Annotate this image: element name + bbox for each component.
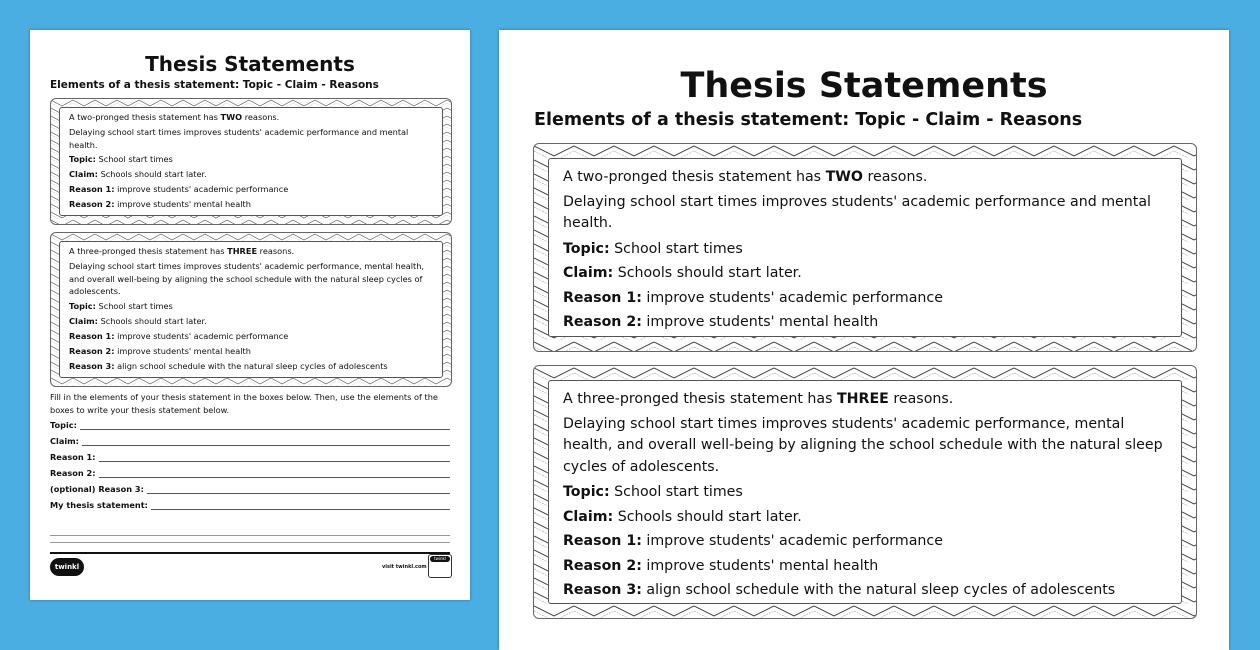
- intro-line: [69, 244, 433, 259]
- element-row: [69, 197, 433, 212]
- footer-divider: [50, 552, 450, 554]
- field-line[interactable]: [99, 451, 450, 462]
- reason-count: THREE: [836, 391, 889, 407]
- reason-count: THREE: [227, 246, 258, 256]
- field-line[interactable]: [147, 483, 450, 494]
- element-row: [563, 554, 1167, 579]
- element-label: Claim:: [563, 265, 614, 282]
- badge-label: twinkl: [430, 556, 450, 562]
- element-value: Schools should start later.: [617, 265, 802, 282]
- element-label: Topic:: [69, 300, 96, 311]
- page-subtitle: Elements of a thesis statement: Topic - Claim - Reasons: [534, 110, 1083, 130]
- worksheet-field[interactable]: [50, 448, 450, 462]
- element-row: [69, 314, 433, 329]
- intro-text: reasons.: [862, 169, 928, 185]
- element-row: [69, 299, 433, 314]
- element-row: [69, 344, 433, 359]
- element-label: Reason 1:: [563, 289, 642, 306]
- field-label: Claim:: [50, 436, 79, 446]
- element-row: [563, 480, 1167, 505]
- example-content: [59, 241, 443, 378]
- element-label: Reason 2:: [563, 314, 642, 331]
- field-line[interactable]: [151, 499, 450, 510]
- example-thesis: Delaying school start times improves students' academic performance and mental health.: [563, 193, 1151, 232]
- field-label: Reason 1:: [50, 452, 96, 462]
- field-label: Reason 2:: [50, 468, 96, 478]
- quality-badge-icon: [428, 554, 452, 578]
- example-content: [548, 158, 1182, 337]
- element-row: [69, 359, 433, 374]
- visit-link: visit twinkl.com: [382, 564, 427, 570]
- element-row: [563, 261, 1167, 286]
- element-row: [563, 529, 1167, 554]
- element-value: improve students' mental health: [646, 557, 879, 574]
- example-thesis: Delaying school start times improves students' academic performance, mental health, and overall well-being by aligning the school schedule with the natural sleep cycles of adolescents.: [69, 261, 425, 296]
- element-row: [563, 286, 1167, 311]
- element-label: Reason 1:: [563, 533, 642, 550]
- two-pronged-box: [533, 143, 1197, 352]
- intro-text: A three-pronged thesis statement has: [563, 391, 837, 407]
- element-label: Topic:: [563, 240, 610, 257]
- element-row: [563, 237, 1167, 262]
- element-value: School start times: [614, 240, 743, 257]
- worksheet-preview-page: [30, 30, 470, 600]
- element-row: [69, 167, 433, 182]
- example-thesis: Delaying school start times improves students' academic performance and mental health.: [69, 127, 409, 150]
- element-value: align school schedule with the natural sleep cycles of adolescents: [117, 360, 388, 371]
- element-label: Reason 3:: [563, 582, 642, 599]
- element-label: Claim:: [563, 508, 614, 525]
- worksheet-instructions: Fill in the elements of your thesis statement in the boxes below. Then, use the elements of the boxes to write your thesis statement below.: [50, 392, 438, 415]
- element-value: improve students' academic performance: [646, 533, 943, 550]
- element-row: [69, 329, 433, 344]
- twinkl-logo: twinkl: [50, 558, 84, 576]
- element-value: improve students' mental health: [117, 345, 251, 356]
- element-label: Reason 1:: [69, 330, 115, 341]
- element-row: [563, 310, 1167, 335]
- element-value: improve students' mental health: [117, 199, 251, 209]
- element-value: Schools should start later.: [100, 315, 207, 326]
- element-row: [563, 578, 1167, 603]
- blank-writing-line: [50, 535, 450, 536]
- worksheet-field[interactable]: [50, 416, 450, 430]
- field-label: My thesis statement:: [50, 500, 148, 510]
- element-value: School start times: [98, 154, 173, 164]
- three-pronged-box: [50, 232, 452, 387]
- intro-text: A two-pronged thesis statement has: [563, 169, 826, 185]
- element-label: Reason 1:: [69, 184, 115, 194]
- three-pronged-box: [533, 365, 1197, 619]
- worksheet-field[interactable]: [50, 464, 450, 478]
- element-row: [563, 505, 1167, 530]
- reason-count: TWO: [220, 112, 243, 122]
- field-line[interactable]: [99, 467, 450, 478]
- element-value: align school schedule with the natural sleep cycles of adolescents: [646, 582, 1116, 599]
- element-label: Claim:: [69, 169, 98, 179]
- element-value: Schools should start later.: [617, 508, 802, 525]
- two-pronged-box: [50, 98, 452, 225]
- element-label: Claim:: [69, 315, 98, 326]
- intro-text: reasons.: [257, 246, 295, 256]
- example-thesis: Delaying school start times improves students' academic performance, mental health, and overall well-being by aligning the school schedule with the natural sleep cycles of adolescents.: [563, 415, 1163, 475]
- reason-count: TWO: [825, 169, 863, 185]
- intro-text: reasons.: [242, 112, 280, 122]
- intro-text: A three-pronged thesis statement has: [69, 246, 228, 256]
- example-content: [59, 107, 443, 216]
- element-value: School start times: [98, 300, 173, 311]
- element-value: Schools should start later.: [100, 169, 207, 179]
- blank-writing-line: [50, 542, 450, 543]
- field-label: (optional) Reason 3:: [50, 484, 144, 494]
- element-label: Reason 2:: [563, 557, 642, 574]
- intro-line: [563, 387, 1167, 412]
- page-subtitle: Elements of a thesis statement: Topic - Claim - Reasons: [50, 79, 379, 91]
- worksheet-field[interactable]: [50, 496, 450, 510]
- element-value: improve students' academic performance: [646, 289, 943, 306]
- page-title: Thesis Statements: [145, 52, 355, 76]
- element-value: improve students' academic performance: [117, 184, 289, 194]
- intro-line: [69, 110, 433, 125]
- element-value: improve students' academic performance: [117, 330, 289, 341]
- element-label: Reason 2:: [69, 345, 115, 356]
- element-label: Topic:: [563, 484, 610, 501]
- element-label: Reason 3:: [69, 360, 115, 371]
- element-label: Topic:: [69, 154, 96, 164]
- field-line[interactable]: [80, 419, 450, 430]
- intro-text: A two-pronged thesis statement has: [69, 112, 221, 122]
- worksheet-field[interactable]: [50, 480, 450, 494]
- element-value: improve students' mental health: [646, 314, 879, 331]
- zoomed-page: [499, 30, 1229, 650]
- element-row: [69, 182, 433, 197]
- field-line[interactable]: [82, 435, 450, 446]
- intro-line: [563, 165, 1167, 190]
- element-value: School start times: [614, 484, 743, 501]
- element-label: Reason 2:: [69, 199, 115, 209]
- intro-text: reasons.: [888, 391, 954, 407]
- field-label: Topic:: [50, 420, 77, 430]
- element-row: [69, 152, 433, 167]
- worksheet-field[interactable]: [50, 432, 450, 446]
- page-title: Thesis Statements: [680, 66, 1048, 106]
- example-content: [548, 380, 1182, 604]
